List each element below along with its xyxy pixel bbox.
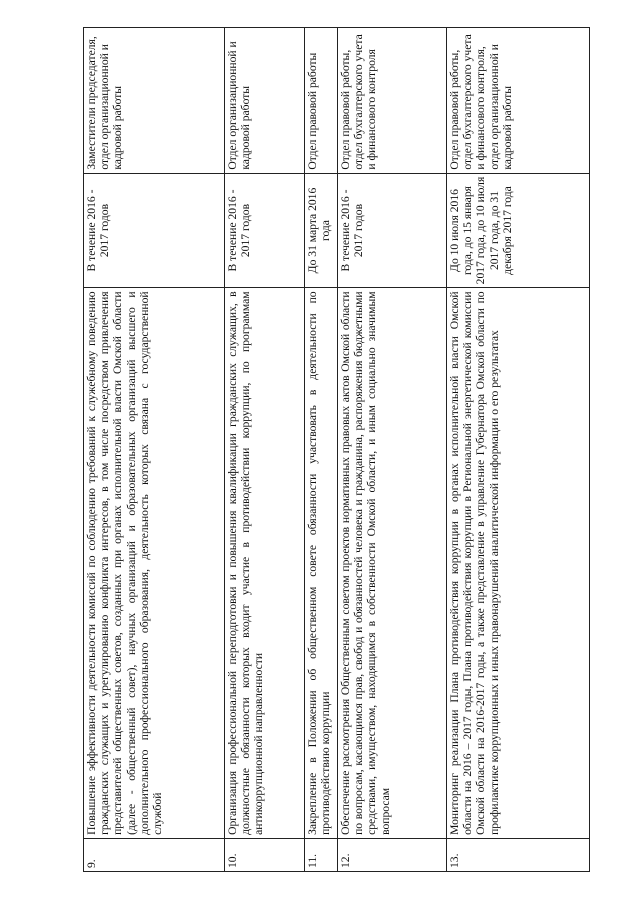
table-row [338,28,447,872]
responsible-cell: Отдел правовой работы [305,28,338,174]
table-row [305,28,338,872]
action-plan-table [83,27,590,872]
term-cell: До 10 июля 2016 года, до 15 января 2017 года, до 10 июля 2017 года, до 31 декабря 2017 года [447,173,590,288]
row-number: 10. [225,838,305,871]
responsible-cell: Заместители председателя, отдел организационной и кадровой работы [84,28,225,174]
activity-cell: Повышение эффективности деятельности комиссий по соблюдению требований к служебному поведению гражданских служащих и урегулированию конфликта интересов, в том числе посредством привлечения представителей общественных советов, созданных при органах исполнительной власти Омской области (далее - общественный совет), научных организаций и образовательных организаций высшего и дополнительного профессионального образования, деятельность которых связана с государственной службой [84,288,225,839]
activity-cell: Организация профессиональной переподготовки и повышения квалификации гражданских служащих, в должностные обязанности которых входит участие в противодействии коррупции, по программам антикоррупционной направленности [225,288,305,839]
activity-cell: Закрепление в Положении об общественном совете обязанности участвовать в деятельности по противодействию коррупции [305,288,338,839]
term-cell: В течение 2016 - 2017 годов [338,173,447,288]
term-cell: До 31 марта 2016 года [305,173,338,288]
term-cell: В течение 2016 - 2017 годов [84,173,225,288]
table-row [84,28,225,872]
responsible-cell: Отдел правовой работы, отдел бухгалтерского учета и финансового контроля [338,28,447,174]
activity-cell: Мониторинг реализации Плана противодействия коррупции в органах исполнительной власти Омской области на 2016 – 2017 годы, Плана противодействия коррупции в Региональной энергетической комиссии Омской области на 2016-2017 годы, а также представление в управление Губернатора Омской области по профилактике коррупционных и иных правонарушений аналитической информации о его результатах [447,288,590,839]
row-number: 13. [447,838,590,871]
row-number: 9. [84,838,225,871]
term-cell: В течение 2016 - 2017 годов [225,173,305,288]
table-row [225,28,305,872]
activity-cell: Обеспечение рассмотрения Общественным советом проектов нормативных правовых актов Омской области по вопросам, касающимся прав, свобод и обязанностей человека и гражданина, распоряжения бюджетными средствами, имуществом, находящимся в собственности Омской области, и иным социально значимым вопросам [338,288,447,839]
row-number: 11. [305,838,338,871]
row-number: 12. [338,838,447,871]
table-row [447,28,590,872]
rotated-page [83,27,617,872]
responsible-cell: Отдел организационной и кадровой работы [225,28,305,174]
responsible-cell: Отдел правовой работы, отдел бухгалтерского учета и финансового контроля, отдел организационной и кадровой работы [447,28,590,174]
